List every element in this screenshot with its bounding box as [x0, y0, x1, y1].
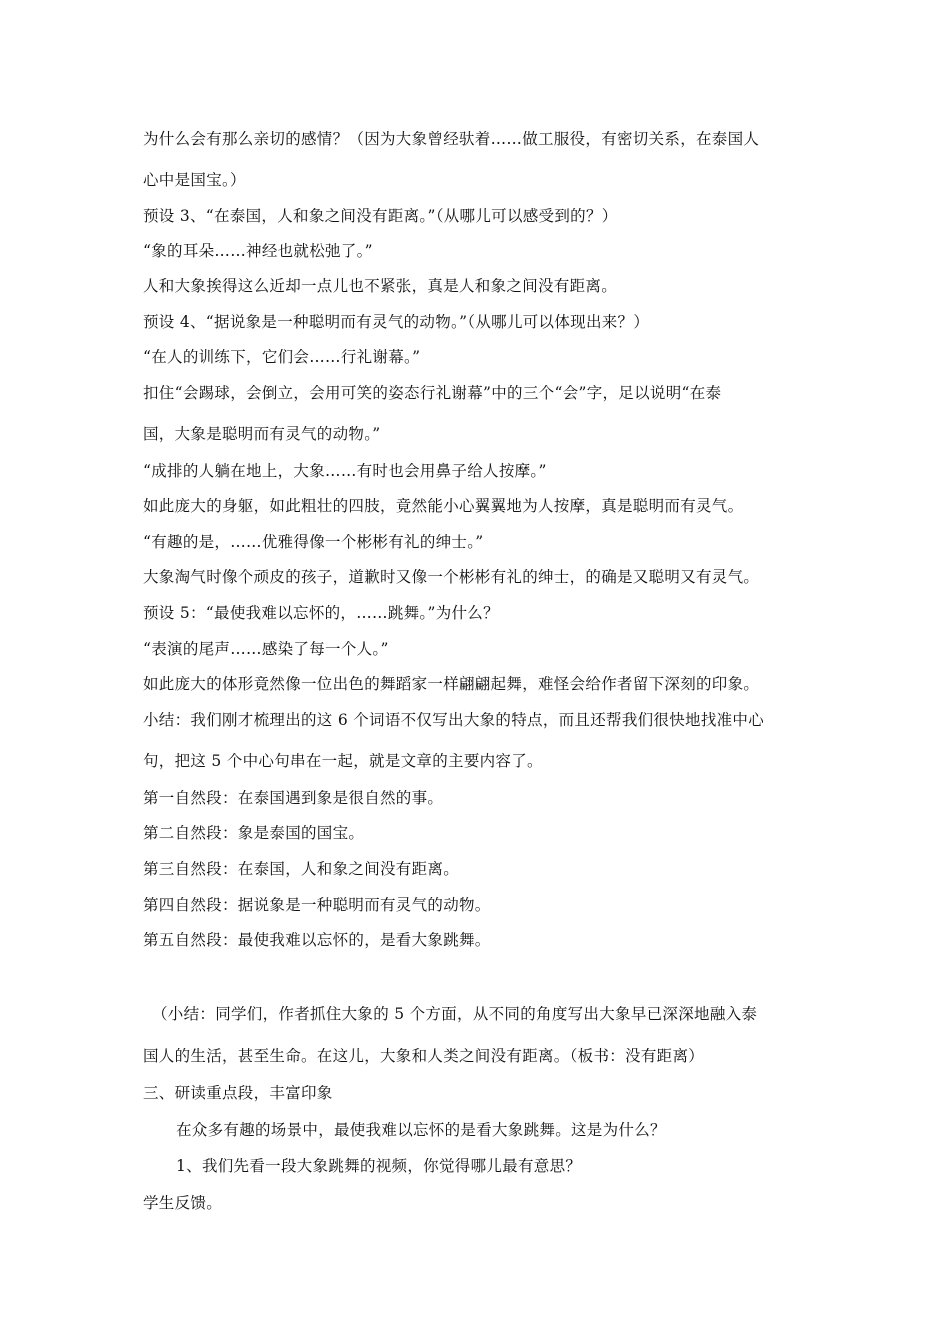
text-line: 1、我们先看一段大象跳舞的视频，你觉得哪儿最有意思？ — [176, 1157, 582, 1175]
text-line: 第四自然段：据说象是一种聪明而有灵气的动物。 — [143, 896, 491, 914]
text-line: 小结：我们刚才梳理出的这 6 个词语不仅写出大象的特点，而且还帮我们很快地找准中心 — [143, 711, 765, 729]
section-heading: 三、研读重点段，丰富印象 — [143, 1084, 333, 1102]
text-line: 学生反馈。 — [143, 1194, 223, 1212]
text-line: 如此庞大的体形竟然像一位出色的舞蹈家一样翩翩起舞，难怪会给作者留下深刻的印象。 — [143, 675, 760, 693]
text-line: “有趣的是，……优雅得像一个彬彬有礼的绅士。” — [143, 533, 484, 551]
text-line: 大象淘气时像个顽皮的孩子，道歉时又像一个彬彬有礼的绅士，的确是又聪明又有灵气。 — [143, 568, 760, 586]
text-line: 国，大象是聪明而有灵气的动物。” — [143, 425, 381, 443]
text-line: 第一自然段：在泰国遇到象是很自然的事。 — [143, 789, 444, 807]
text-line: 第五自然段：最使我难以忘怀的，是看大象跳舞。 — [143, 931, 491, 949]
text-line: 扣住“会踢球，会倒立，会用可笑的姿态行礼谢幕”中的三个“会”字，足以说明“在泰 — [143, 384, 722, 402]
text-line: “表演的尾声……感染了每一个人。” — [143, 640, 389, 658]
text-line: 句，把这 5 个中心句串在一起，就是文章的主要内容了。 — [143, 752, 543, 770]
text-line: 预设 5：“最使我难以忘怀的，……跳舞。”为什么？ — [143, 604, 499, 622]
text-line: 第二自然段：象是泰国的国宝。 — [143, 824, 365, 842]
text-line: “象的耳朵……神经也就松弛了。” — [143, 242, 373, 260]
text-line: 心中是国宝。） — [143, 171, 246, 189]
text-line: 预设 4、“据说象是一种聪明而有灵气的动物。”（从哪儿可以体现出来？） — [143, 313, 650, 331]
text-line: “在人的训练下，它们会……行礼谢幕。” — [143, 348, 421, 366]
text-line: 在众多有趣的场景中，最使我难以忘怀的是看大象跳舞。这是为什么？ — [176, 1121, 666, 1139]
text-line: 国人的生活，甚至生命。在这儿，大象和人类之间没有距离。（板书：没有距离） — [143, 1047, 705, 1065]
text-line: （小结：同学们，作者抓住大象的 5 个方面，从不同的角度写出大象早已深深地融入泰 — [152, 1005, 758, 1023]
text-line: 第三自然段：在泰国，人和象之间没有距离。 — [143, 860, 460, 878]
text-line: 预设 3、“在泰国，人和象之间没有距离。”（从哪儿可以感受到的？） — [143, 207, 618, 225]
text-line: 人和大象挨得这么近却一点儿也不紧张，真是人和象之间没有距离。 — [143, 277, 618, 295]
text-line: 为什么会有那么亲切的感情？（因为大象曾经驮着……做工服役，有密切关系，在泰国人 — [143, 130, 760, 148]
text-line: “成排的人躺在地上，大象……有时也会用鼻子给人按摩。” — [143, 462, 547, 480]
text-line: 如此庞大的身躯，如此粗壮的四肢，竟然能小心翼翼地为人按摩，真是聪明而有灵气。 — [143, 497, 744, 515]
